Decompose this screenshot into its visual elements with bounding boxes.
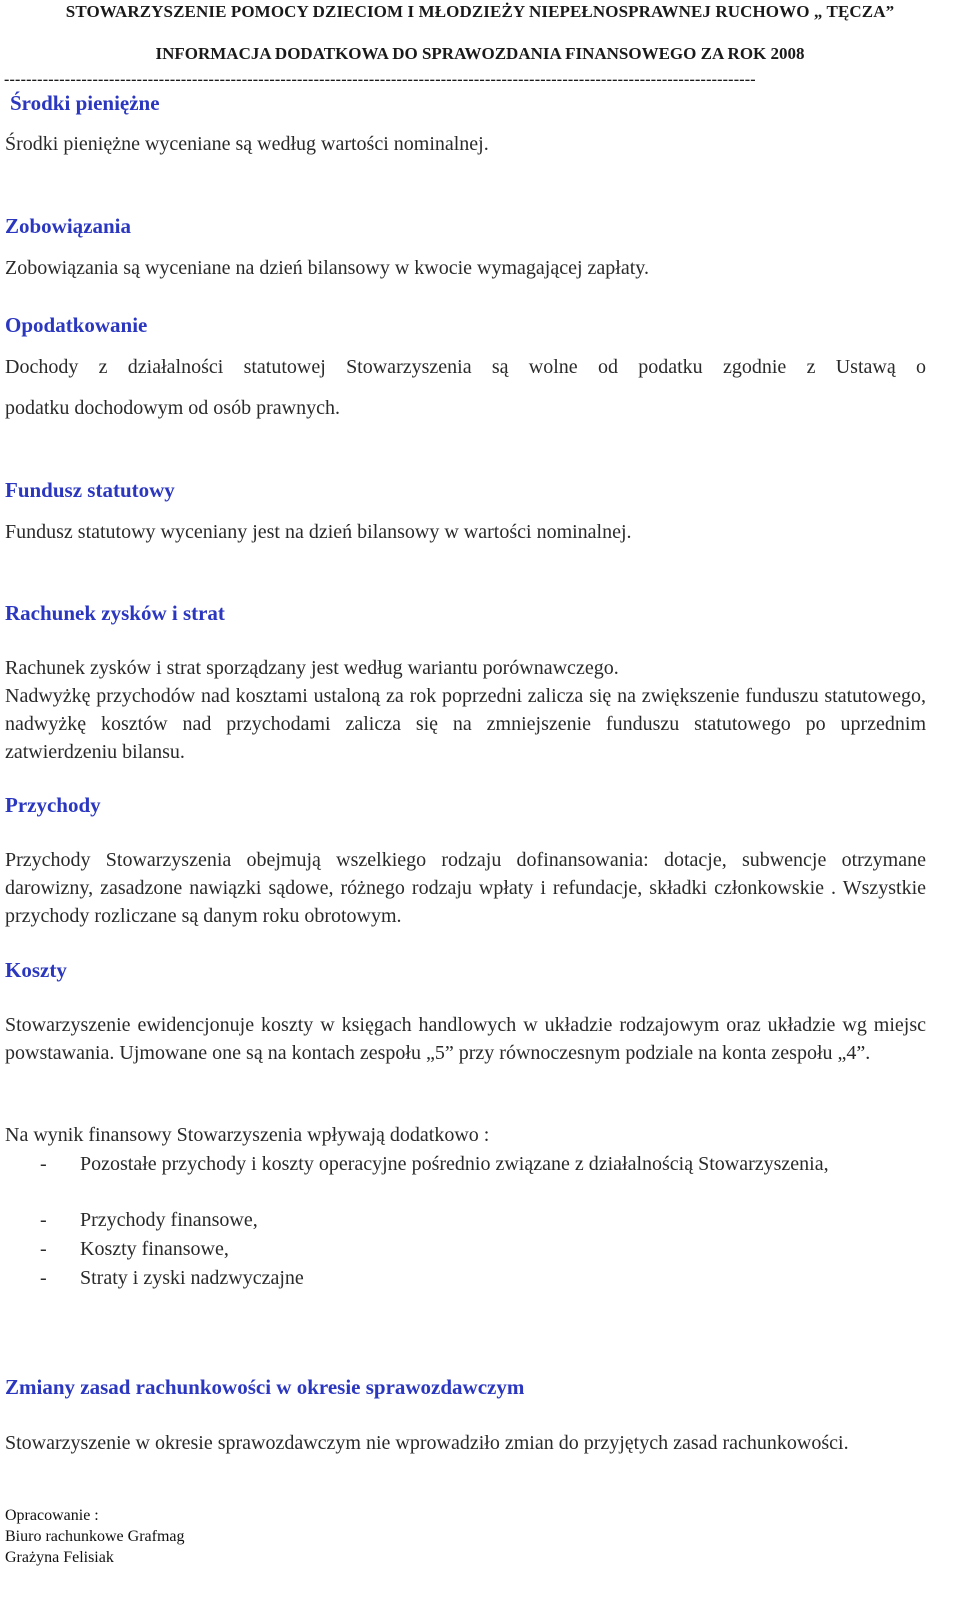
text-rachunek-wariant: Rachunek zysków i strat sporządzany jest według wariantu porównawczego. (5, 657, 619, 679)
list-dash: - (40, 1238, 47, 1260)
organization-name: STOWARZYSZENIE POMOCY DZIECIOM I MŁODZIEŻY NIEPEŁNOSPRAWNEJ RUCHOWO „ TĘCZA” (65, 2, 895, 21)
list-item (40, 1150, 955, 1206)
heading-koszty: Koszty (5, 958, 67, 982)
list-item-text: Pozostałe przychody i koszty operacyjne pośrednio związane z działalnością Stowarzyszenia, (80, 1153, 829, 1175)
text-opodatkowanie-line2: podatku dochodowym od osób prawnych. (5, 397, 340, 419)
footer-author: Grażyna Felisiak (5, 1549, 114, 1566)
text-rachunek-nadwyzka: Nadwyżkę przychodów nad kosztami ustaloną za rok poprzedni zalicza się na zwiększenie funduszu statutowego, nadwyżkę kosztów nad przychodami zalicza się na zmniejszenie funduszu statutowego po uprzednim zatwierdzeniu bilansu. (5, 685, 926, 763)
heading-srodki-pieniezne: Środki pieniężne (10, 91, 160, 115)
text-zobowiazania: Zobowiązania są wyceniane na dzień bilansowy w kwocie wymagającej zapłaty. (5, 257, 649, 279)
text-zmiany-zasad: Stowarzyszenie w okresie sprawozdawczym nie wprowadziło zmian do przyjętych zasad rachunkowości. (5, 1432, 849, 1454)
list-item-text: Koszty finansowe, (80, 1238, 229, 1260)
heading-rachunek-zyskow: Rachunek zysków i strat (5, 601, 225, 625)
list-item-text: Straty i zyski nadzwyczajne (80, 1267, 304, 1289)
heading-zobowiazania: Zobowiązania (5, 214, 132, 238)
report-title: INFORMACJA DODATKOWA DO SPRAWOZDANIA FINANSOWEGO ZA ROK 2008 (155, 44, 805, 63)
list-item-text: Przychody finansowe, (80, 1209, 258, 1231)
footer-company: Biuro rachunkowe Grafmag (5, 1528, 185, 1545)
text-przychody: Przychody Stowarzyszenia obejmują wszelkiego rodzaju dofinansowania: dotacje, subwencje otrzymane darowizny, zasadzone nawiązki sądowe, różnego rodzaju wpłaty i refundacje, składki członkowskie . Wszystkie przychody rozliczane są danym roku obrotowym. (5, 849, 926, 927)
heading-opodatkowanie: Opodatkowanie (5, 313, 148, 337)
text-srodki-pieniezne: Środki pieniężne wyceniane są według wartości nominalnej. (5, 133, 489, 155)
text-koszty-intro: Na wynik finansowy Stowarzyszenia wpływają dodatkowo : (5, 1124, 490, 1146)
text-koszty: Stowarzyszenie ewidencjonuje koszty w księgach handlowych w układzie rodzajowym oraz układzie wg miejsc powstawania. Ujmowane one są na kontach zespołu „5” przy równoczesnym podziale na konta zespołu „4”. (5, 1014, 926, 1064)
heading-przychody: Przychody (5, 793, 101, 817)
footer-label: Opracowanie : (5, 1507, 99, 1524)
text-opodatkowanie-line1: Dochody z działalności statutowej Stowarzyszenia są wolne od podatku zgodnie z Ustawą o (5, 356, 926, 378)
list-dash: - (40, 1267, 47, 1289)
header-divider: ---------------------------------------------------------------------------------------------------------------------------------------- (4, 71, 756, 88)
heading-fundusz-statutowy: Fundusz statutowy (5, 478, 175, 502)
list-dash: - (40, 1153, 47, 1175)
heading-zmiany-zasad: Zmiany zasad rachunkowości w okresie sprawozdawczym (5, 1375, 525, 1399)
text-fundusz-statutowy: Fundusz statutowy wyceniany jest na dzień bilansowy w wartości nominalnej. (5, 521, 632, 543)
list-dash: - (40, 1209, 47, 1231)
